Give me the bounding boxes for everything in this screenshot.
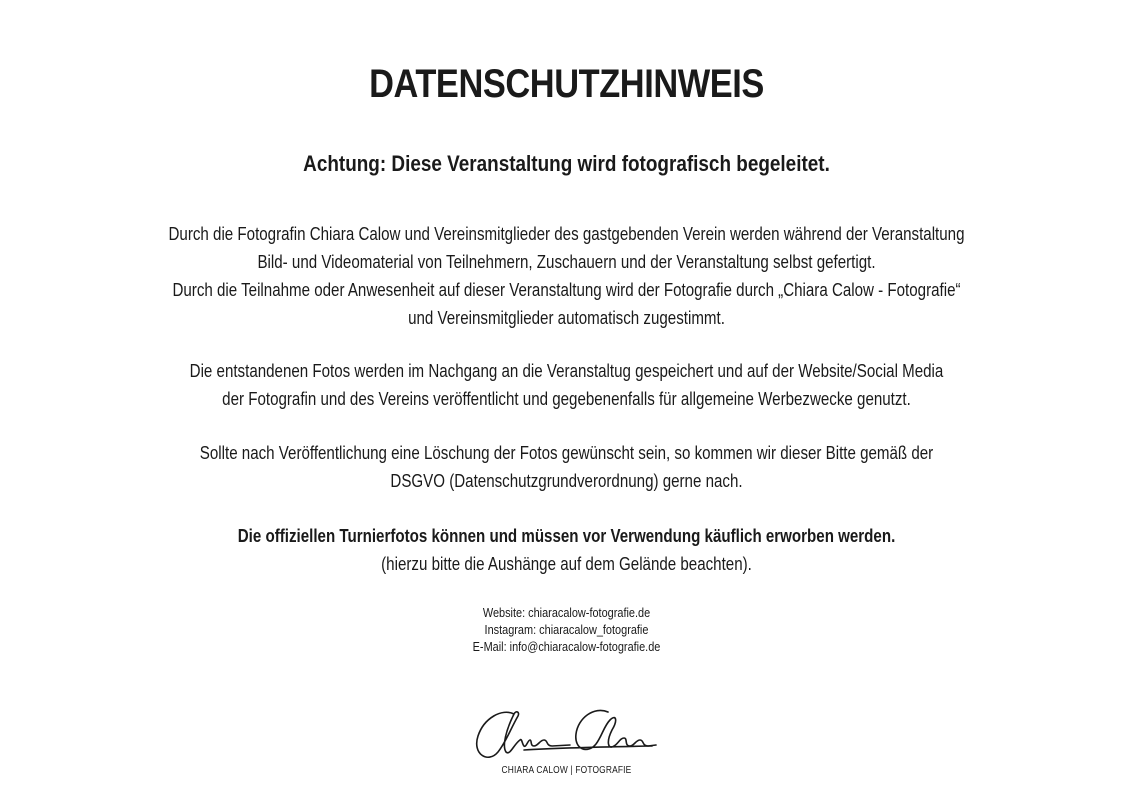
- paragraph-line: und Vereinsmitglieder automatisch zugestimmt.: [408, 308, 725, 328]
- paragraph-photography-consent: [0, 220, 1133, 332]
- contact-instagram: Instagram: chiaracalow_fotografie: [484, 622, 649, 637]
- brand-label: CHIARA CALOW | FOTOGRAFIE: [501, 765, 632, 776]
- paragraph-deletion: [0, 439, 1133, 495]
- page-title: DATENSCHUTZHINWEIS: [369, 62, 764, 106]
- paragraph-line: DSGVO (Datenschutzgrundverordnung) gerne nach.: [390, 471, 743, 491]
- contact-email: E-Mail: info@chiaracalow-fotografie.de: [472, 639, 661, 654]
- official-photos-notice: Die offiziellen Turnierfotos können und müssen vor Verwendung käuflich erworben werden.: [237, 526, 896, 546]
- paragraph-line: Sollte nach Veröffentlichung eine Löschung der Fotos gewünscht sein, so kommen wir dieser Bitte gemäß der: [199, 443, 934, 463]
- paragraph-line: Durch die Fotografin Chiara Calow und Vereinsmitglieder des gastgebenden Verein werden während der Veranstaltung: [168, 224, 965, 244]
- paragraph-official-photos: [0, 522, 1133, 578]
- paragraph-line: der Fotografin und des Vereins veröffentlicht und gegebenenfalls für allgemeine Werbezwecke genutzt.: [222, 389, 911, 409]
- page-subtitle: Achtung: Diese Veranstaltung wird fotografisch begeleitet.: [303, 151, 830, 176]
- paragraph-line: Bild- und Videomaterial von Teilnehmern, Zuschauern und der Veranstaltung selbst gefertigt.: [257, 252, 876, 272]
- contact-block: [0, 604, 1133, 655]
- handwritten-signature-icon: [466, 700, 666, 770]
- paragraph-line: Durch die Teilnahme oder Anwesenheit auf dieser Veranstaltung wird der Fotografie durch „Chiara Calow - Fotografie“: [172, 280, 961, 300]
- paragraph-publication: [0, 357, 1133, 413]
- official-photos-note: (hierzu bitte die Aushänge auf dem Gelände beachten).: [381, 554, 752, 574]
- contact-website: Website: chiaracalow-fotografie.de: [482, 605, 651, 620]
- paragraph-line: Die entstandenen Fotos werden im Nachgang an die Veranstaltug gespeichert und auf der Website/Social Media: [189, 361, 944, 381]
